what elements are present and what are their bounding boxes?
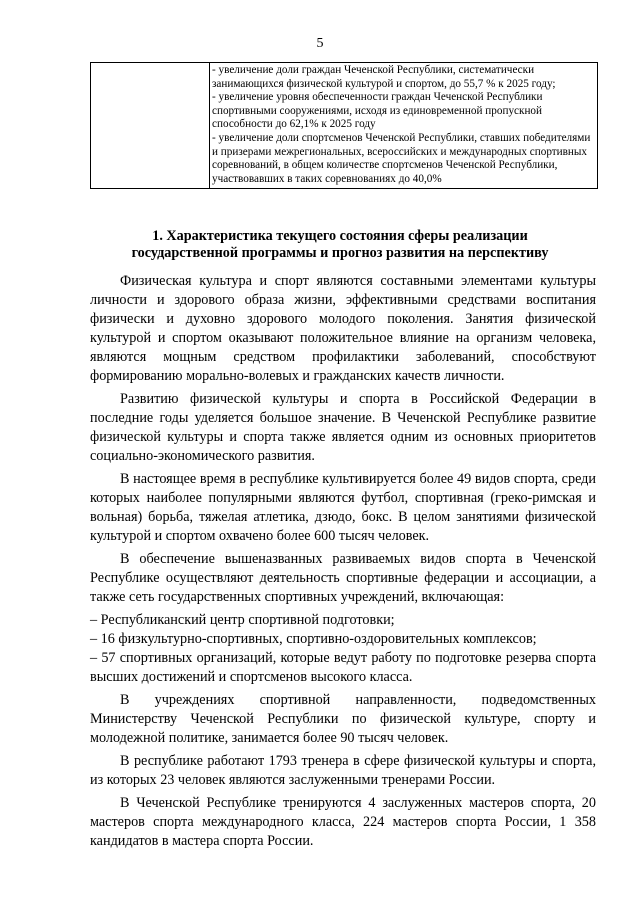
table-cell-empty [91, 63, 210, 189]
paragraph: В обеспечение вышеназванных развиваемых видов спорта в Чеченской Республике осуществляют деятельность спортивные федерации и ассоциации, а также сеть государственных спортивных учреждений, включающая: [90, 551, 596, 605]
paragraph: В Чеченской Республике тренируются 4 заслуженных мастеров спорта, 20 мастеров спорта международного класса, 224 мастеров спорта России, 1 358 кандидатов в мастера спорта России. [90, 795, 596, 849]
paragraph: Развитию физической культуры и спорта в Российской Федерации в последние годы уделяется большое значение. В Чеченской Республике развитие физической культуры и спорта также является одним из основных приоритетов социально-экономического развития. [90, 391, 596, 464]
list-item: – 16 физкультурно-спортивных, спортивно-оздоровительных комплексов; [90, 631, 537, 647]
section-heading [60, 228, 620, 262]
paragraph: В учреждениях спортивной направленности, подведомственных Министерству Чеченской Республики по физической культуре, спорту и молодежной политике, занимается более 90 тысяч человек. [90, 692, 596, 746]
list-item: – Республиканский центр спортивной подготовки; [90, 612, 395, 628]
goal-item: - увеличение уровня обеспеченности граждан Чеченской Республики спортивными сооружениями, исходя из единовременной пропускной способности до 62,1% к 2025 году [212, 91, 543, 131]
paragraph: В настоящее время в республике культивируется более 49 видов спорта, среди которых наиболее популярными являются футбол, спортивная (греко-римская и вольная) борьба, тяжелая атлетика, дзюдо, бокс. В целом занятиями физической культурой и спортом охвачено более 600 тысяч человек. [90, 471, 596, 544]
section-heading-line: государственной программы и прогноз развития на перспективу [131, 245, 549, 261]
body-text [90, 272, 596, 855]
goal-item: - увеличение доли граждан Чеченской Республики, систематически занимающихся физической культурой и спортом, до 55,7 % к 2025 году; [212, 64, 556, 90]
goals-table [90, 62, 598, 189]
goal-item: - увеличение доли спортсменов Чеченской Республики, ставших победителями и призерами межрегиональных, всероссийских и международных спортивных соревнований, в общем количестве спортсменов Чеченской Республики, участвовавших в таких соревнованиях до 40,0% [212, 131, 591, 185]
list-item: – 57 спортивных организаций, которые ведут работу по подготовке резерва спорта высших достижений и спортсменов высокого класса. [90, 650, 596, 685]
section-heading-line: 1. Характеристика текущего состояния сферы реализации [152, 228, 528, 244]
page-number: 5 [316, 36, 324, 51]
table-row [91, 63, 598, 189]
paragraph: Физическая культура и спорт являются составными элементами культуры личности и здорового образа жизни, эффективными средствами воспитания физически и духовно здорового молодого поколения. Занятия физической культурой и спортом оказывают положительное влияние на организм человека, являются мощным средством профилактики заболеваний, способствуют формированию морально-волевых и гражданских качеств личности. [90, 273, 596, 384]
table-cell-goals [210, 63, 598, 189]
paragraph: В республике работают 1793 тренера в сфере физической культуры и спорта, из которых 23 человек являются заслуженными тренерами России. [90, 753, 596, 788]
